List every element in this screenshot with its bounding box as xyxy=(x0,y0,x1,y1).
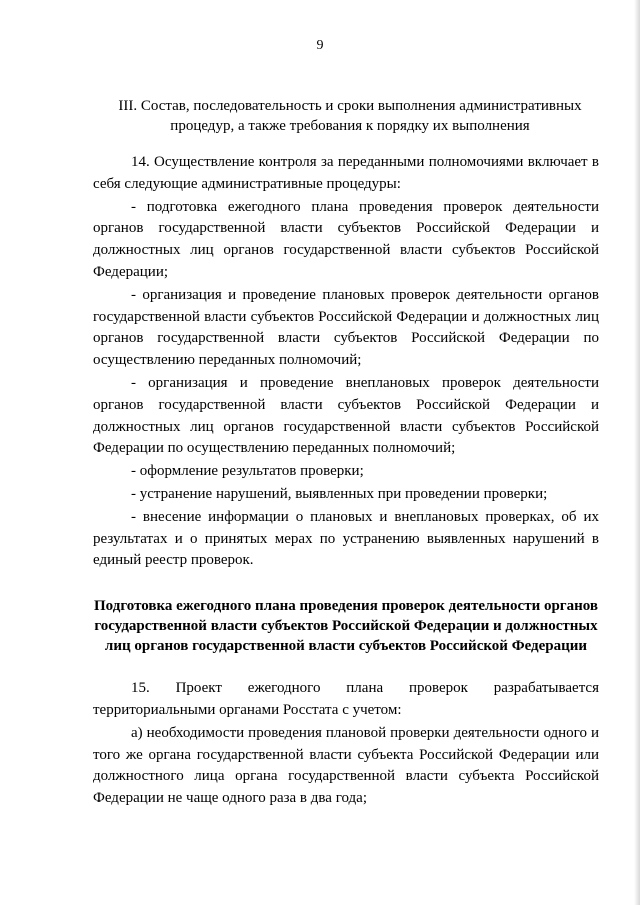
section-heading: III. Состав, последовательность и сроки выполнения административных процедур, а также требования к порядку их выполнения xyxy=(118,98,582,134)
page-number: 9 xyxy=(316,38,324,53)
page-edge-shadow xyxy=(634,0,640,905)
list-item: - организация и проведение плановых проверок деятельности органов государственной власти субъектов Российской Федерации и должностных лиц органов государственной власти субъектов Российской Федерации по осуществлению переданных полномочий; xyxy=(93,286,599,369)
paragraph-15a: а) необходимости проведения плановой проверки деятельности одного и того же органа государственной власти субъекта Российской Федерации или должностного лица органа государственной власти субъекта Российской Федерации не чаще одного раза в два года; xyxy=(93,724,599,807)
paragraph-15: 15. Проект ежегодного плана проверок разрабатывается территориальными органами Росстата с учетом: xyxy=(93,680,599,718)
list-item: - устранение нарушений, выявленных при проведении проверки; xyxy=(131,485,548,502)
list-item: - оформление результатов проверки; xyxy=(131,463,364,480)
list-item: - внесение информации о плановых и внеплановых проверках, об их результатах и о принятых мерах по устранению выявленных нарушений в единый реестр проверок. xyxy=(93,508,599,569)
list-item: - подготовка ежегодного плана проведения проверок деятельности органов государственной власти субъектов Российской Федерации и должностных лиц органов государственной власти субъектов Российской Федерации; xyxy=(93,198,599,280)
list-item: - организация и проведение внеплановых проверок деятельности органов государственной власти субъектов Российской Федерации и должностных лиц органов государственной власти субъектов Российской Федерации по осуществлению переданных полномочий; xyxy=(93,374,599,457)
paragraph-14: 14. Осуществление контроля за переданными полномочиями включает в себя следующие административные процедуры: xyxy=(93,154,599,192)
subsection-heading: Подготовка ежегодного плана проведения проверок деятельности органов государственной власти субъектов Российской Федерации и должностных лиц органов государственной власти субъектов Российской Федерации xyxy=(94,598,598,655)
document-body xyxy=(93,152,599,810)
